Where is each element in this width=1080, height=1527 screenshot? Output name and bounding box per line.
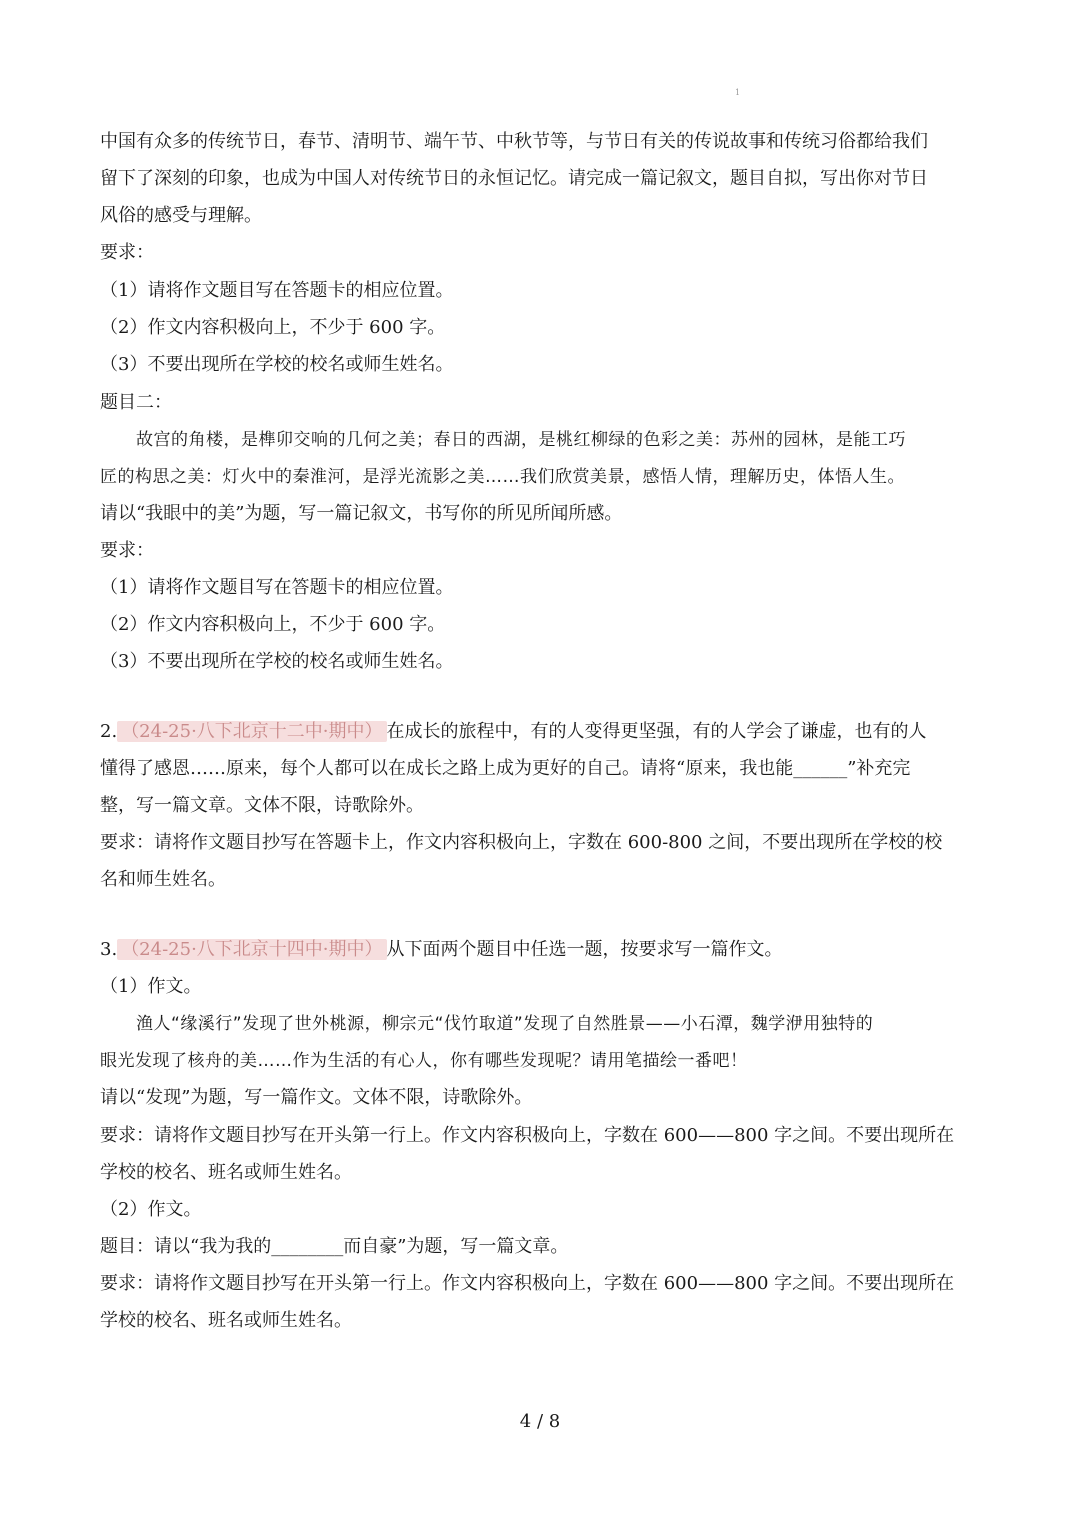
passage-line-2: 匠的构思之美：灯火中的秦淮河，是浮光流影之美……我们欣赏美景，感悟人情，理解历史，体悟人生。 xyxy=(100,467,905,487)
question-2-line-3: 整，写一篇文章。文体不限，诗歌除外。 xyxy=(100,795,424,816)
page-number: 4 / 8 xyxy=(519,1411,561,1432)
page-corner-mark: 1 xyxy=(735,88,741,97)
requirement-3: （3）不要出现所在学校的校名或师生姓名。 xyxy=(100,354,454,375)
source-tag: （24-25·八下北京十四中·期中） xyxy=(117,939,386,960)
intro-line-1: 中国有众多的传统节日，春节、清明节、端午节、中秋节等，与节日有关的传说故事和传统习俗都给我们 xyxy=(100,131,928,152)
question-number: 3. xyxy=(100,939,118,960)
requirement-2: （2）作文内容积极向上，不少于 600 字。 xyxy=(100,317,446,338)
question-2-line-4: 要求：请将作文题目抄写在答题卡上，作文内容积极向上，字数在 600-800 之间，不要出现所在学校的校 xyxy=(100,832,943,853)
intro-line-2: 留下了深刻的印象，也成为中国人对传统节日的永恒记忆。请完成一篇记叙文，题目自拟，写出你对节日 xyxy=(100,168,928,189)
passage-line-1: 故宫的角楼，是榫卯交响的几何之美；春日的西湖，是桃红柳绿的色彩之美：苏州的园林，是能工巧 xyxy=(136,430,906,450)
q3-prompt-1: 请以“发现”为题，写一篇作文。文体不限，诗歌除外。 xyxy=(100,1087,533,1108)
requirements-label-2: 要求： xyxy=(100,540,154,561)
question-text: 在成长的旅程中，有的人变得更坚强，有的人学会了谦虚，也有的人 xyxy=(386,721,927,742)
q3-requirement-2-line-2: 学校的校名、班名或师生姓名。 xyxy=(100,1310,352,1331)
topic-two-prompt: 请以“我眼中的美”为题，写一篇记叙文，书写你的所见所闻所感。 xyxy=(100,503,623,524)
requirement-2-2: （2）作文内容积极向上，不少于 600 字。 xyxy=(100,614,446,635)
requirements-label: 要求： xyxy=(100,242,154,263)
question-number: 2. xyxy=(100,721,118,742)
q3-requirement-1-line-2: 学校的校名、班名或师生姓名。 xyxy=(100,1162,352,1183)
question-2-line-2: 懂得了感恩……原来，每个人都可以在成长之路上成为更好的自己。请将“原来，我也能______”补充完 xyxy=(100,758,911,779)
requirement-2-3: （3）不要出现所在学校的校名或师生姓名。 xyxy=(100,651,454,672)
source-tag: （24-25·八下北京十二中·期中） xyxy=(117,721,386,742)
sub-question-1-label: （1）作文。 xyxy=(100,976,202,997)
intro-line-3: 风俗的感受与理解。 xyxy=(100,205,262,226)
sub-question-2-label: （2）作文。 xyxy=(100,1199,202,1220)
requirement-2-1: （1）请将作文题目写在答题卡的相应位置。 xyxy=(100,577,454,598)
q3-requirement-1-line-1: 要求：请将作文题目抄写在开头第一行上。作文内容积极向上，字数在 600——800 字之间。不要出现所在 xyxy=(100,1125,955,1146)
q3-requirement-2-line-1: 要求：请将作文题目抄写在开头第一行上。作文内容积极向上，字数在 600——800 字之间。不要出现所在 xyxy=(100,1273,955,1294)
q3-passage-line-1: 渔人“缘溪行”发现了世外桃源，柳宗元“伐竹取道”发现了自然胜景——小石潭，魏学洢用独特的 xyxy=(136,1014,874,1034)
question-2-first-line xyxy=(100,720,927,744)
question-2-line-5: 名和师生姓名。 xyxy=(100,869,226,890)
q3-prompt-2: 题目：请以“我为我的________而自豪”为题，写一篇文章。 xyxy=(100,1236,569,1257)
topic-two-label: 题目二： xyxy=(100,392,172,413)
requirement-1: （1）请将作文题目写在答题卡的相应位置。 xyxy=(100,280,454,301)
question-text: 从下面两个题目中任选一题，按要求写一篇作文。 xyxy=(386,939,783,960)
q3-passage-line-2: 眼光发现了核舟的美……作为生活的有心人，你有哪些发现呢？请用笔描绘一番吧！ xyxy=(100,1051,748,1071)
question-3-first-line xyxy=(100,938,783,962)
